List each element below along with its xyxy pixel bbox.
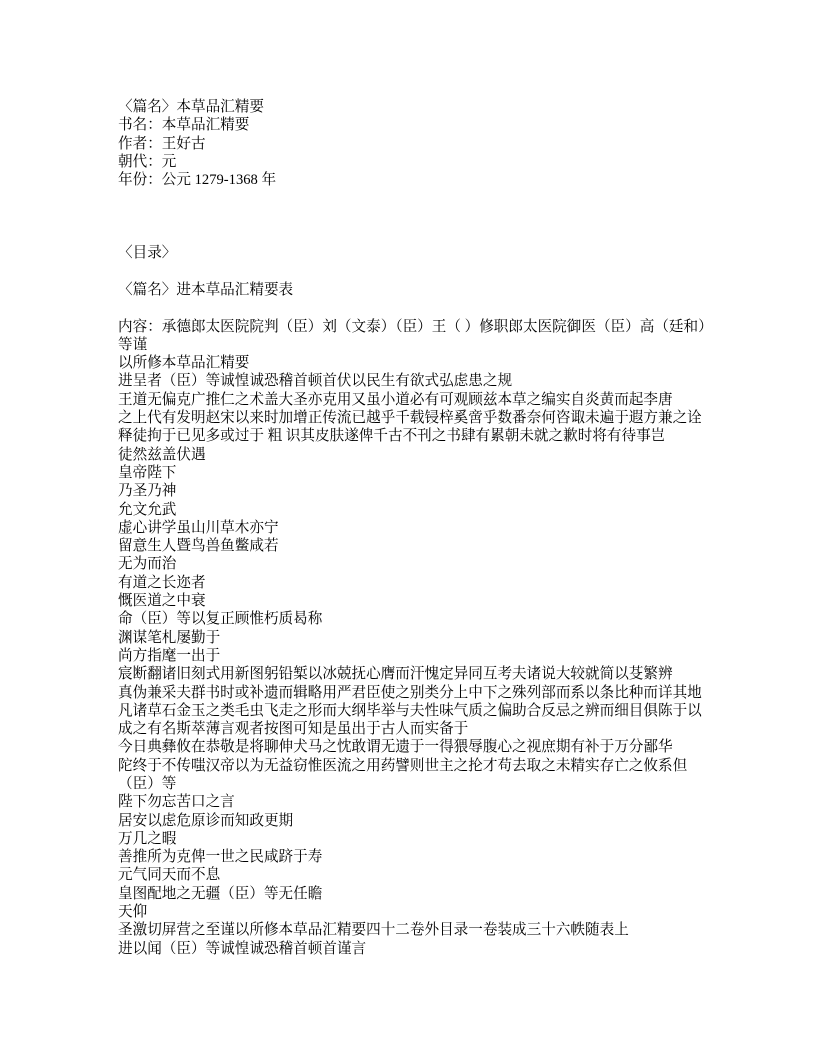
toc-heading: 〈目录〉 <box>118 245 177 262</box>
text-line: 凡诸草石金玉之类毛虫飞走之形而大纲毕举与夫性味气质之偏助合反忌之辨而细目俱陈于以 <box>118 702 702 719</box>
text-line: 虚心讲学虽山川草木亦宁 <box>118 519 279 536</box>
text-line: 朝代：元 <box>118 153 177 170</box>
text-line: 释徒拘于已见多或过于 粗 识其皮肤遂俾千古不刊之书肆有累朝未就之歉时将有待事岂 <box>118 428 666 445</box>
text-line: 今日典彝攸在恭敬是将聊伸犬马之忱敢谓无遗于一得猥辱腹心之视庶期有补于万分鄙华 <box>118 739 673 756</box>
text-line: 真伪兼采夫群书时或补遗而辑略用严君臣使之别类分上中下之殊列部而系以条比种而详其地 <box>118 684 702 701</box>
text-line: 陛下勿忘苦口之言 <box>118 794 235 811</box>
text-line: 渊谋笔札屡勤于 <box>118 629 221 646</box>
text-line: 圣激切屏营之至谨以所修本草品汇精要四十二卷外目录一卷装成三十六帙随表上 <box>118 922 629 939</box>
text-line: 徒然兹盖伏遇 <box>118 446 206 463</box>
text-line: 陀终于不传嗤汉帝以为无益窃惟医流之用药譬则世主之抡才苟去取之未精实存亡之攸系但 <box>118 757 688 774</box>
text-line: 书名：本草品汇精要 <box>118 117 250 134</box>
text-line: 居安以虑危原诊而知政更期 <box>118 812 294 829</box>
text-line: 天仰 <box>118 904 148 921</box>
text-line: 〈篇名〉本草品汇精要 <box>118 99 264 115</box>
text-line: 进以闻（臣）等诚惶诚恐稽首顿首谨言 <box>118 940 367 957</box>
memorial-body-text <box>118 318 796 958</box>
text-line: （臣）等 <box>118 775 177 792</box>
text-line: 乃圣乃神 <box>118 483 177 500</box>
text-line: 元气同天而不息 <box>118 867 221 884</box>
title-metadata-block <box>118 98 796 189</box>
text-line: 慨医道之中衰 <box>118 593 206 610</box>
section-spacer <box>118 299 796 317</box>
section-heading: 〈篇名〉进本草品汇精要表 <box>118 281 294 298</box>
text-line: 无为而治 <box>118 556 177 573</box>
text-line: 内容：承德郎太医院院判（臣）刘（文泰）（臣）王（ ）修职郎太医院御医（臣）高（廷和） <box>118 318 713 335</box>
text-line: 年份：公元 1279-1368 年 <box>118 172 277 189</box>
text-line: 之上代有发明赵宋以来时加增正传流已越乎千载锓梓奚啻乎数番奈何咨诹未遍于遐方兼之诠 <box>118 410 702 427</box>
text-line: 作者：王好古 <box>118 135 206 152</box>
section-spacer <box>118 263 796 281</box>
text-line: 宸断翻诸旧刻式用新图躬铅椠以冰兢抚心膺而汗愧定异同互考夫诸说大较就简以芟繁辨 <box>118 666 673 683</box>
text-line: 善推所为克俾一世之民咸跻于寿 <box>118 849 323 866</box>
text-line: 有道之长迩者 <box>118 574 206 591</box>
text-line: 命（臣）等以复正顾惟朽质曷称 <box>118 611 323 628</box>
text-line: 皇图配地之无疆（臣）等无任瞻 <box>118 885 323 902</box>
text-line: 允文允武 <box>118 501 177 518</box>
text-line: 以所修本草品汇精要 <box>118 355 250 372</box>
text-line: 万几之暇 <box>118 830 177 847</box>
text-line: 留意生人暨鸟兽鱼鳖咸若 <box>118 538 279 555</box>
text-line: 王道无偏克广推仁之术盖大圣亦克用又虽小道必有可观顾兹本草之编实自炎黄而起李唐 <box>118 391 673 408</box>
text-line: 等谨 <box>118 336 148 353</box>
section-spacer <box>118 189 796 244</box>
text-line: 进呈者（臣）等诚惶诚恐稽首顿首伏以民生有欲式弘虑患之规 <box>118 373 513 390</box>
text-line: 尚方指麾一出于 <box>118 647 221 664</box>
text-line: 成之有名斯萃薄言观者按图可知是虽出于古人而实备于 <box>118 721 469 738</box>
text-line: 皇帝陛下 <box>118 464 177 481</box>
